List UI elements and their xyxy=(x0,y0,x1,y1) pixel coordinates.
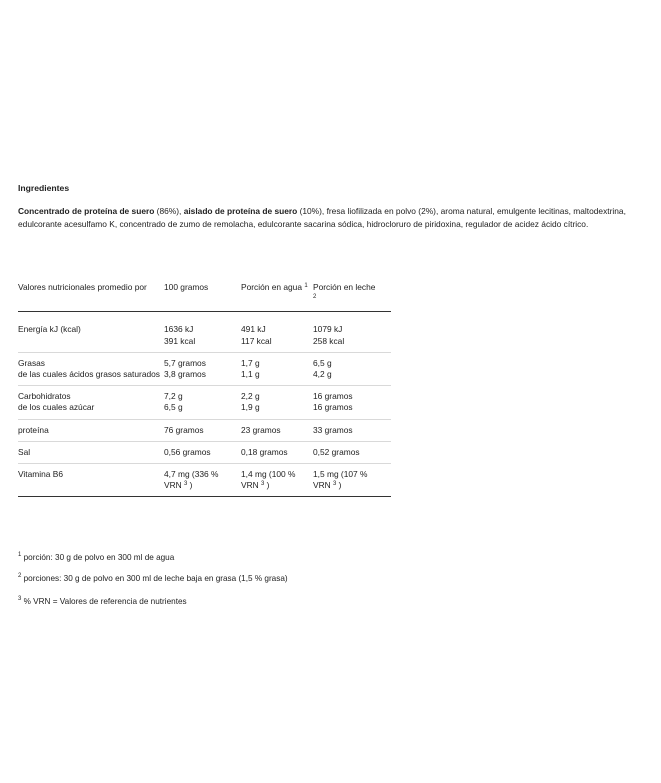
cell-100g: 0,56 gramos xyxy=(164,441,241,463)
ingredient-text-2: (10%), fresa liofilizada en polvo (2%), aroma natural, emulgente lecitinas, maltodextrina, edulcorante acesulfamo K, concentrado de zumo de remolacha, edulcorante sacarina sódica, hidrocloruro de piridoxina, regulador de acidez ácido cítrico. xyxy=(18,206,626,229)
header-nutritional-values: Valores nutricionales promedio por xyxy=(18,282,164,312)
cell-milk: 16 gramos 16 gramos xyxy=(313,386,391,419)
cell-milk: 33 gramos xyxy=(313,419,391,441)
cell-100g: 4,7 mg (336 % VRN $^3$ ) xyxy=(164,464,241,497)
cell-milk: 6,5 g 4,2 g xyxy=(313,352,391,385)
cell-water: 2,2 g 1,9 g xyxy=(241,386,313,419)
table-row xyxy=(18,312,391,352)
cell-100g: 76 gramos xyxy=(164,419,241,441)
ingredients-text xyxy=(18,205,640,231)
row-label-protein: proteína xyxy=(18,419,164,441)
cell-milk: 1,5 mg (107 % VRN $^3$ ) xyxy=(313,464,391,497)
ingredients-heading: Ingredientes xyxy=(18,183,70,193)
table-header-row xyxy=(18,282,391,312)
footnote-1: $^1$ porción: 30 g de polvo en 300 ml de agua xyxy=(18,552,175,562)
row-label-fats: Grasas de las cuales ácidos grasos saturados xyxy=(18,352,164,385)
cell-milk: 0,52 gramos xyxy=(313,441,391,463)
table-row xyxy=(18,352,391,385)
row-label-carbs: Carbohidratos de los cuales azúcar xyxy=(18,386,164,419)
ingredient-whey-isolate: aislado de proteína de suero xyxy=(183,206,298,216)
header-100g: 100 gramos xyxy=(164,282,241,312)
footnote-2: $^2$ porciones: 30 g de polvo en 300 ml de leche baja en grasa (1,5 % grasa) xyxy=(18,573,288,583)
row-label-vitamin-b6: Vitamina B6 xyxy=(18,464,164,497)
table-row xyxy=(18,464,391,497)
footnote-3: $^3$ % VRN = Valores de referencia de nutrientes xyxy=(18,596,187,606)
ingredient-text-1: (86%), xyxy=(154,206,184,216)
row-label-salt: Sal xyxy=(18,441,164,463)
cell-water: 1,4 mg (100 % VRN $^3$ ) xyxy=(241,464,313,497)
cell-water: 0,18 gramos xyxy=(241,441,313,463)
cell-water: 23 gramos xyxy=(241,419,313,441)
table-row xyxy=(18,419,391,441)
header-milk-portion: Porción en leche $^2$ xyxy=(313,282,391,312)
ingredient-whey-concentrate: Concentrado de proteína de suero xyxy=(18,206,155,216)
cell-milk: 1079 kJ 258 kcal xyxy=(313,312,391,352)
cell-100g: 7,2 g 6,5 g xyxy=(164,386,241,419)
table-row xyxy=(18,386,391,419)
cell-water: 491 kJ 117 kcal xyxy=(241,312,313,352)
header-water-portion: Porción en agua $^1$ xyxy=(241,282,313,312)
row-label-energy: Energía kJ (kcal) xyxy=(18,312,164,352)
cell-100g: 1636 kJ 391 kcal xyxy=(164,312,241,352)
table-row xyxy=(18,441,391,463)
cell-water: 1,7 g 1,1 g xyxy=(241,352,313,385)
nutrition-table xyxy=(18,282,391,497)
cell-100g: 5,7 gramos 3,8 gramos xyxy=(164,352,241,385)
